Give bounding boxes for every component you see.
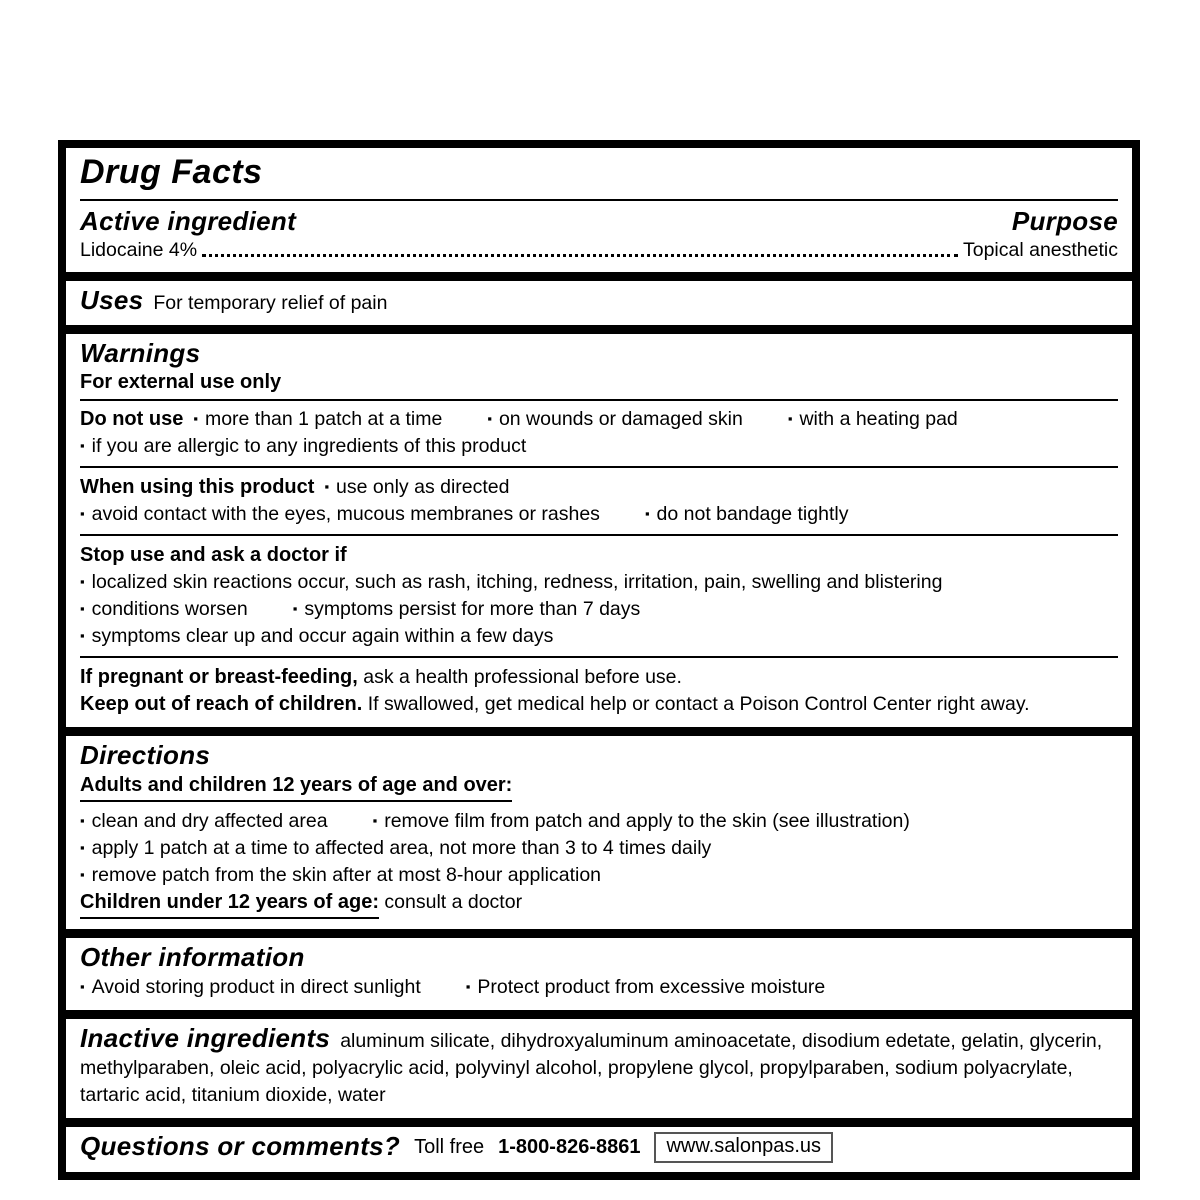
stop-use-item: symptoms persist for more than 7 days <box>304 597 641 620</box>
divider <box>80 534 1118 536</box>
when-using-row2 <box>80 501 1118 527</box>
section-directions <box>66 736 1132 929</box>
pregnant-bold: If pregnant or breast-feeding, <box>80 665 358 688</box>
children-directions-text: consult a doctor <box>384 890 523 913</box>
bullet-square-icon: ▪ <box>372 812 378 828</box>
directions-row1 <box>80 808 1118 834</box>
adults-subheading: Adults and children 12 years of age and over: <box>80 772 512 802</box>
section-other-information <box>66 938 1132 1010</box>
ingredient-purpose: Topical anesthetic <box>962 238 1118 261</box>
other-info-row1 <box>80 974 1118 1000</box>
pregnant-text: ask a health professional before use. <box>363 665 682 688</box>
do-not-use-item: with a heating pad <box>799 407 958 430</box>
do-not-use-item: if you are allergic to any ingredients of this product <box>91 434 527 457</box>
bullet-square-icon: ▪ <box>465 978 471 994</box>
directions-row2 <box>80 835 1118 861</box>
label-title: Drug Facts <box>80 153 263 191</box>
bullet-square-icon: ▪ <box>324 478 330 494</box>
bullet-square-icon: ▪ <box>193 410 198 426</box>
divider <box>80 399 1118 401</box>
when-using-item: use only as directed <box>336 475 510 498</box>
bullet-square-icon: ▪ <box>80 573 85 589</box>
children-warning <box>80 691 1118 717</box>
bullet-square-icon: ▪ <box>80 812 85 828</box>
stop-use-row1 <box>80 569 1118 595</box>
bullet-square-icon: ▪ <box>644 505 650 521</box>
directions-item: remove patch from the skin after at most 8-hour application <box>91 863 602 886</box>
inactive-heading: Inactive ingredients <box>80 1022 331 1053</box>
when-using-heading: When using this product <box>80 475 315 498</box>
bullet-square-icon: ▪ <box>80 978 85 994</box>
section-header <box>66 148 1132 272</box>
children-bold: Keep out of reach of children. <box>80 692 363 715</box>
section-warnings <box>66 334 1132 727</box>
ingredient-name: Lidocaine 4% <box>80 238 198 261</box>
dot-leader <box>202 254 958 257</box>
section-questions <box>66 1127 1132 1172</box>
bullet-square-icon: ▪ <box>80 866 85 882</box>
toll-free-number: 1-800-826-8861 <box>498 1135 641 1158</box>
directions-row3 <box>80 862 1118 888</box>
divider <box>80 199 1118 201</box>
directions-item: clean and dry affected area <box>91 809 328 832</box>
external-use-subheading: For external use only <box>80 370 282 393</box>
when-using-item: avoid contact with the eyes, mucous membranes or rashes <box>91 502 600 525</box>
active-ingredient-heading: Active ingredient <box>80 206 297 237</box>
directions-item: apply 1 patch at a time to affected area, not more than 3 to 4 times daily <box>91 836 712 859</box>
do-not-use-row2 <box>80 433 1118 459</box>
children-subheading: Children under 12 years of age: <box>80 889 379 919</box>
bullet-square-icon: ▪ <box>292 600 298 616</box>
bullet-square-icon: ▪ <box>787 410 793 426</box>
section-uses <box>66 281 1132 325</box>
bullet-square-icon: ▪ <box>487 410 492 426</box>
bullet-square-icon: ▪ <box>80 839 85 855</box>
purpose-heading: Purpose <box>1011 206 1118 237</box>
bullet-square-icon: ▪ <box>80 600 85 616</box>
stop-use-item: conditions worsen <box>91 597 248 620</box>
active-ingredient-row <box>80 237 1118 263</box>
stop-use-item: symptoms clear up and occur again within a few days <box>91 624 554 647</box>
directions-heading: Directions <box>80 739 211 770</box>
stop-use-row2 <box>80 596 1118 622</box>
children-directions <box>80 889 1118 919</box>
when-using-item: do not bandage tightly <box>656 502 849 525</box>
when-using-row1 <box>80 474 1118 500</box>
section-inactive-ingredients <box>66 1019 1132 1118</box>
divider <box>80 656 1118 658</box>
bullet-square-icon: ▪ <box>80 627 85 643</box>
children-text: If swallowed, get medical help or contact a Poison Control Center right away. <box>367 692 1030 715</box>
warnings-heading: Warnings <box>80 337 201 368</box>
other-info-item: Avoid storing product in direct sunlight <box>91 975 421 998</box>
toll-free-label: Toll free <box>414 1135 485 1158</box>
do-not-use-item: on wounds or damaged skin <box>498 407 743 430</box>
directions-item: remove film from patch and apply to the skin (see illustration) <box>384 809 910 832</box>
drug-facts-label <box>58 140 1140 1180</box>
questions-heading: Questions or comments? <box>80 1131 401 1162</box>
uses-heading: Uses <box>80 284 144 315</box>
do-not-use-row1 <box>80 406 1118 432</box>
bullet-square-icon: ▪ <box>80 505 85 521</box>
other-info-item: Protect product from excessive moisture <box>477 975 826 998</box>
stop-use-row3 <box>80 623 1118 649</box>
do-not-use-item: more than 1 patch at a time <box>204 407 443 430</box>
other-info-heading: Other information <box>80 941 305 972</box>
pregnant-warning <box>80 664 1118 690</box>
bullet-square-icon: ▪ <box>80 437 85 453</box>
do-not-use-heading: Do not use <box>80 407 184 430</box>
stop-use-item: localized skin reactions occur, such as rash, itching, redness, irritation, pain, swelling and blistering <box>91 570 943 593</box>
divider <box>80 466 1118 468</box>
website-box: www.salonpas.us <box>654 1132 833 1163</box>
stop-use-heading: Stop use and ask a doctor if <box>80 543 347 566</box>
inactive-list: aluminum silicate, dihydroxyaluminum aminoacetate, disodium edetate, gelatin, glycerin, methylparaben, oleic acid, polyacrylic acid, polyvinyl alcohol, propylene glycol, propylparaben, sodium polyacrylate, tartaric acid, titanium dioxide, water <box>80 1029 1103 1106</box>
uses-text: For temporary relief of pain <box>153 291 388 314</box>
